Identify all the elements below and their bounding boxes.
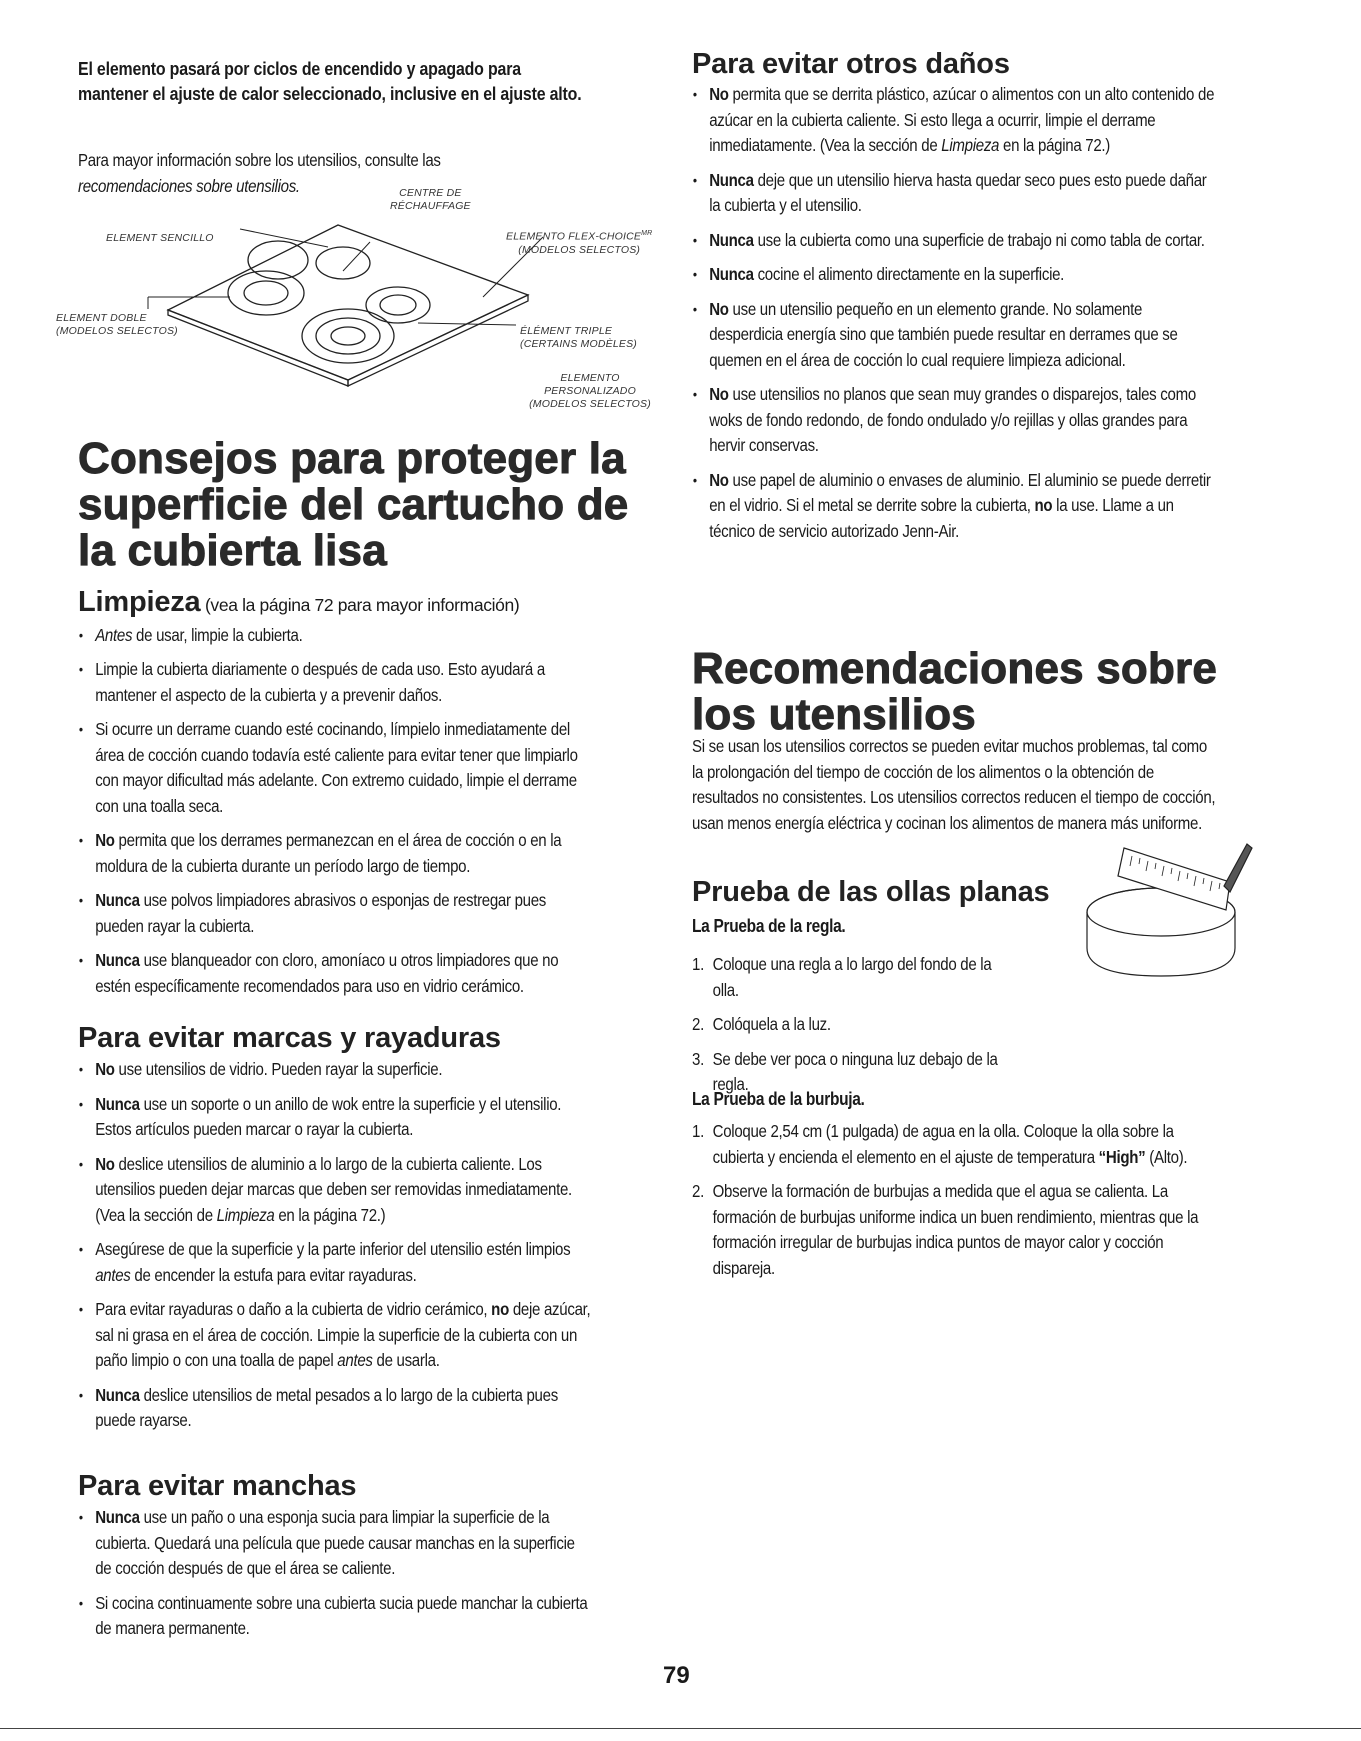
keyword: no xyxy=(491,1299,509,1319)
label-elemento-flex-choice xyxy=(506,227,652,257)
list-item xyxy=(78,828,594,879)
list-item xyxy=(692,82,1217,159)
keyword: Nunca xyxy=(709,229,754,250)
item-text: use la cubierta como una superficie de trabajo ni como tabla de cortar. xyxy=(753,229,1205,250)
item-italic: Limpieza xyxy=(216,1204,275,1225)
list-item xyxy=(692,262,1217,288)
marcas-title: Para evitar marcas y rayaduras xyxy=(78,1022,501,1054)
item-text: en la página 72.) xyxy=(999,135,1111,155)
item-text: permita que los derrames permanezcan en el área de cocción o en la moldura de la cubierta durante un período largo de tiempo. xyxy=(95,830,562,876)
pan-ruler-icon xyxy=(1084,838,1254,978)
label-doble-line1: ELEMENT DOBLE xyxy=(56,312,147,324)
item-text: (Alto). xyxy=(1145,1146,1188,1167)
manchas-title: Para evitar manchas xyxy=(78,1470,357,1502)
item-text: en la página 72.) xyxy=(274,1204,386,1225)
item-text: de usar, limpie la cubierta. xyxy=(132,624,303,645)
step-number: 2. xyxy=(692,1014,704,1034)
list-item xyxy=(78,717,594,819)
list-item xyxy=(78,1383,594,1434)
keyword: No xyxy=(709,384,729,404)
list-item xyxy=(692,297,1217,374)
label-centre-line1: CENTRE DE xyxy=(399,187,462,199)
step-number: 3. xyxy=(692,1048,704,1069)
item-text: de usarla. xyxy=(372,1350,440,1370)
list-item xyxy=(78,1092,594,1143)
main-heading-consejos: Consejos para proteger la superficie del cartucho de la cubierta lisa xyxy=(78,434,629,575)
label-centre-line2: RÉCHAUFFAGE xyxy=(390,200,471,212)
burbuja-steps-list xyxy=(692,1119,1217,1290)
section-limpieza xyxy=(78,586,678,1008)
list-item xyxy=(78,657,594,708)
item-text: use utensilios no planos que sean muy grandes o disparejos, tales como woks de fondo redondo, de fondo ondulado y/o rejillas y ollas grandes para hervir conservas. xyxy=(709,384,1196,455)
keyword: Nunca xyxy=(709,264,754,284)
limpieza-heading xyxy=(78,586,678,619)
item-text: deslice utensilios de aluminio a lo largo de la cubierta caliente. Los utensilios pueden dejar marcas que deben ser removidas inmediatamente. (Vea la sección de xyxy=(95,1153,572,1225)
burbuja-test-title: La Prueba de la burbuja. xyxy=(692,1089,865,1109)
label-triple-line1: ÉLÉMENT TRIPLE xyxy=(520,325,613,337)
label-pers-line3: (MODELOS SELECTOS) xyxy=(529,398,651,410)
item-text: Asegúrese de que la superficie y la parte inferior del utensilio estén limpios xyxy=(95,1239,571,1259)
item-text: permita que se derrita plástico, azúcar o alimentos con un alto contenido de azúcar en la cubierta caliente. Si esto llega a ocurrir, limpie el derrame inmediatamente. (Vea la sección de xyxy=(709,84,1215,155)
danos-list xyxy=(692,82,1217,544)
label-element-doble xyxy=(56,312,178,338)
label-flex-line2: (MODELOS SELECTOS) xyxy=(518,243,641,256)
keyword: No xyxy=(95,1059,115,1079)
list-item xyxy=(78,1057,594,1083)
item-text: deje azúcar, sal ni grasa en el área de cocción. Limpie la superficie de la cubierta con un paño limpio o con una toalla de papel xyxy=(95,1299,591,1370)
recomendaciones-paragraph: Si se usan los utensilios correctos se pueden evitar muchos problemas, tal como la prolongación del tiempo de cocción de los alimentos o la obtención de resultados no consistentes. Los utensilios correctos reducen el tiempo de cocción, usan menos energía eléctrica y cocinan los alimentos de manera más uniforme. xyxy=(692,736,1216,833)
item-text: use papel de aluminio o envases de aluminio. El aluminio se puede derretir en el vidrio. Si el metal se derrite sobre la cubierta, xyxy=(709,469,1211,515)
item-text: use utensilios de vidrio. Pueden rayar la superficie. xyxy=(114,1059,443,1079)
label-triple-line2: (CERTAINS MODÈLES) xyxy=(520,338,637,350)
label-element-sencillo: ELEMENT SENCILLO xyxy=(106,232,214,244)
item-text: deslice utensilios de metal pesados a lo largo de la cubierta pues puede rayarse. xyxy=(95,1384,558,1430)
item-italic: antes xyxy=(337,1350,373,1370)
item-text: Si ocurre un derrame cuando esté cocinando, límpielo inmediatamente del área de cocción cuando todavía esté caliente para evitar tener que limpiarlo con mayor dificultad más adelante. Con extremo cuidado, limpie el derrame con una toalla seca. xyxy=(95,719,578,816)
item-text: use un utensilio pequeño en un elemento grande. No solamente desperdicia energía sino que también puede resultar en derrames que se quemen en el área de cocción lo cual requiere limpieza adicional. xyxy=(709,298,1178,370)
list-item xyxy=(78,623,594,649)
list-item xyxy=(78,1237,594,1288)
item-text: la use. Llame a un técnico de servicio autorizado Jenn-Air. xyxy=(709,495,1174,541)
keyword: No xyxy=(95,1153,115,1174)
regla-test-title: La Prueba de la regla. xyxy=(692,916,846,936)
page-number: 79 xyxy=(663,1662,690,1689)
list-item xyxy=(78,1505,594,1582)
item-text: Observe la formación de burbujas a medida que el agua se calienta. La formación de burbujas uniforme indica un buen rendimiento, mientras que la formación irregular de burbujas indica puntos de mayor calor y cocción dispareja. xyxy=(712,1181,1199,1278)
list-item xyxy=(692,1012,1010,1038)
keyword: Nunca xyxy=(709,169,754,190)
label-centre-de-rechauffage xyxy=(390,187,471,213)
list-item xyxy=(78,1152,594,1229)
list-item xyxy=(78,888,594,939)
keyword: No xyxy=(709,298,729,319)
label-pers-line1: ELEMENTO xyxy=(560,372,620,384)
intro-paragraph xyxy=(78,148,594,199)
keyword: No xyxy=(709,469,729,490)
limpieza-list xyxy=(78,623,594,1000)
pan-ruler-illustration xyxy=(1084,838,1254,978)
prueba-title: Prueba de las ollas planas xyxy=(692,876,1050,908)
manchas-list xyxy=(78,1505,594,1642)
keyword: “High” xyxy=(1098,1146,1146,1167)
danos-title: Para evitar otros daños xyxy=(692,48,1010,80)
list-item xyxy=(692,1119,1217,1170)
item-text: Para evitar rayaduras o daño a la cubierta de vidrio cerámico, xyxy=(95,1299,492,1319)
label-doble-line2: (MODELOS SELECTOS) xyxy=(56,325,178,337)
section-otros-danos xyxy=(692,48,1302,553)
list-item xyxy=(692,228,1217,254)
keyword: Nunca xyxy=(95,950,140,970)
list-item xyxy=(692,1179,1217,1281)
list-item xyxy=(78,1297,594,1374)
keyword: Nunca xyxy=(95,1384,140,1405)
intro-text: Para mayor información sobre los utensilios, consulte las xyxy=(78,150,441,170)
item-text: use un paño o una esponja sucia para limpiar la superficie de la cubierta. Quedará una película que puede causar manchas en la superficie de cocción después de que el área se caliente. xyxy=(95,1507,575,1578)
regla-steps-list xyxy=(692,952,1010,1107)
item-italic: Antes xyxy=(95,624,133,645)
label-flex-line1: ELEMENTO FLEX-CHOICE xyxy=(506,230,642,243)
keyword: no xyxy=(1034,495,1053,515)
main-heading-recomendaciones: Recomendaciones sobre los utensilios xyxy=(692,644,1218,739)
label-element-triple xyxy=(520,325,637,351)
item-text: use blanqueador con cloro, amoníaco u otros limpiadores que no estén específicamente recomendados para uso en vidrio cerámico. xyxy=(95,950,559,996)
bottom-divider xyxy=(0,1728,1361,1729)
list-item xyxy=(692,168,1217,219)
keyword: No xyxy=(95,830,115,850)
element-cycling-note: El elemento pasará por ciclos de encendido y apagado para mantener el ajuste de calor seleccionado, inclusive en el ajuste alto. xyxy=(78,58,582,104)
section-marcas xyxy=(78,1022,678,1443)
item-text: de encender la estufa para evitar rayaduras. xyxy=(130,1264,417,1285)
keyword: No xyxy=(709,84,729,104)
cooktop-diagram xyxy=(56,187,678,435)
item-text: Coloque una regla a lo largo del fondo de la olla. xyxy=(712,954,992,1000)
item-italic: Limpieza xyxy=(941,135,1000,155)
limpieza-title: Limpieza xyxy=(78,586,201,618)
keyword: Nunca xyxy=(95,890,140,910)
keyword: Nunca xyxy=(95,1507,140,1527)
marcas-list xyxy=(78,1057,594,1434)
list-item xyxy=(78,1591,594,1642)
item-text: use un soporte o un anillo de wok entre la superficie y el utensilio. Estos artículos pueden marcar o rayar la cubierta. xyxy=(95,1093,562,1139)
item-text: cocine el alimento directamente en la superficie. xyxy=(753,264,1065,284)
item-text: Colóquela a la luz. xyxy=(712,1014,831,1034)
item-text: Limpie la cubierta diariamente o después de cada uso. Esto ayudará a mantener el aspecto de la cubierta y a prevenir daños. xyxy=(95,659,545,705)
keyword: Nunca xyxy=(95,1093,140,1114)
section-manchas xyxy=(78,1470,678,1651)
item-text: Coloque 2,54 cm (1 pulgada) de agua en la olla. Coloque la olla sobre la cubierta y encienda el elemento en el ajuste de temperatura xyxy=(712,1121,1174,1167)
step-number: 1. xyxy=(692,954,704,974)
item-italic: antes xyxy=(95,1264,131,1285)
label-pers-line2: PERSONALIZADO xyxy=(544,385,636,397)
item-text: Si cocina continuamente sobre una cubierta sucia puede manchar la cubierta de manera permanente. xyxy=(95,1592,588,1638)
section-prueba-ollas xyxy=(692,876,1092,938)
step-number: 1. xyxy=(692,1121,704,1141)
list-item xyxy=(692,382,1217,459)
item-text: Se debe ver poca o ninguna luz debajo de la regla. xyxy=(712,1048,998,1094)
label-flex-trademark: MR xyxy=(641,230,653,237)
intro-italic: recomendaciones sobre utensilios. xyxy=(78,175,300,196)
list-item xyxy=(692,952,1010,1003)
list-item xyxy=(78,948,594,999)
limpieza-page-note: (vea la página 72 para mayor información) xyxy=(204,595,520,615)
item-text: deje que un utensilio hierva hasta quedar seco pues esto puede dañar la cubierta y el utensilio. xyxy=(709,169,1207,215)
list-item xyxy=(692,468,1217,545)
item-text: use polvos limpiadores abrasivos o esponjas de restregar pues pueden rayar la cubierta. xyxy=(95,890,547,936)
step-number: 2. xyxy=(692,1181,704,1201)
label-elemento-personalizado xyxy=(520,372,660,411)
